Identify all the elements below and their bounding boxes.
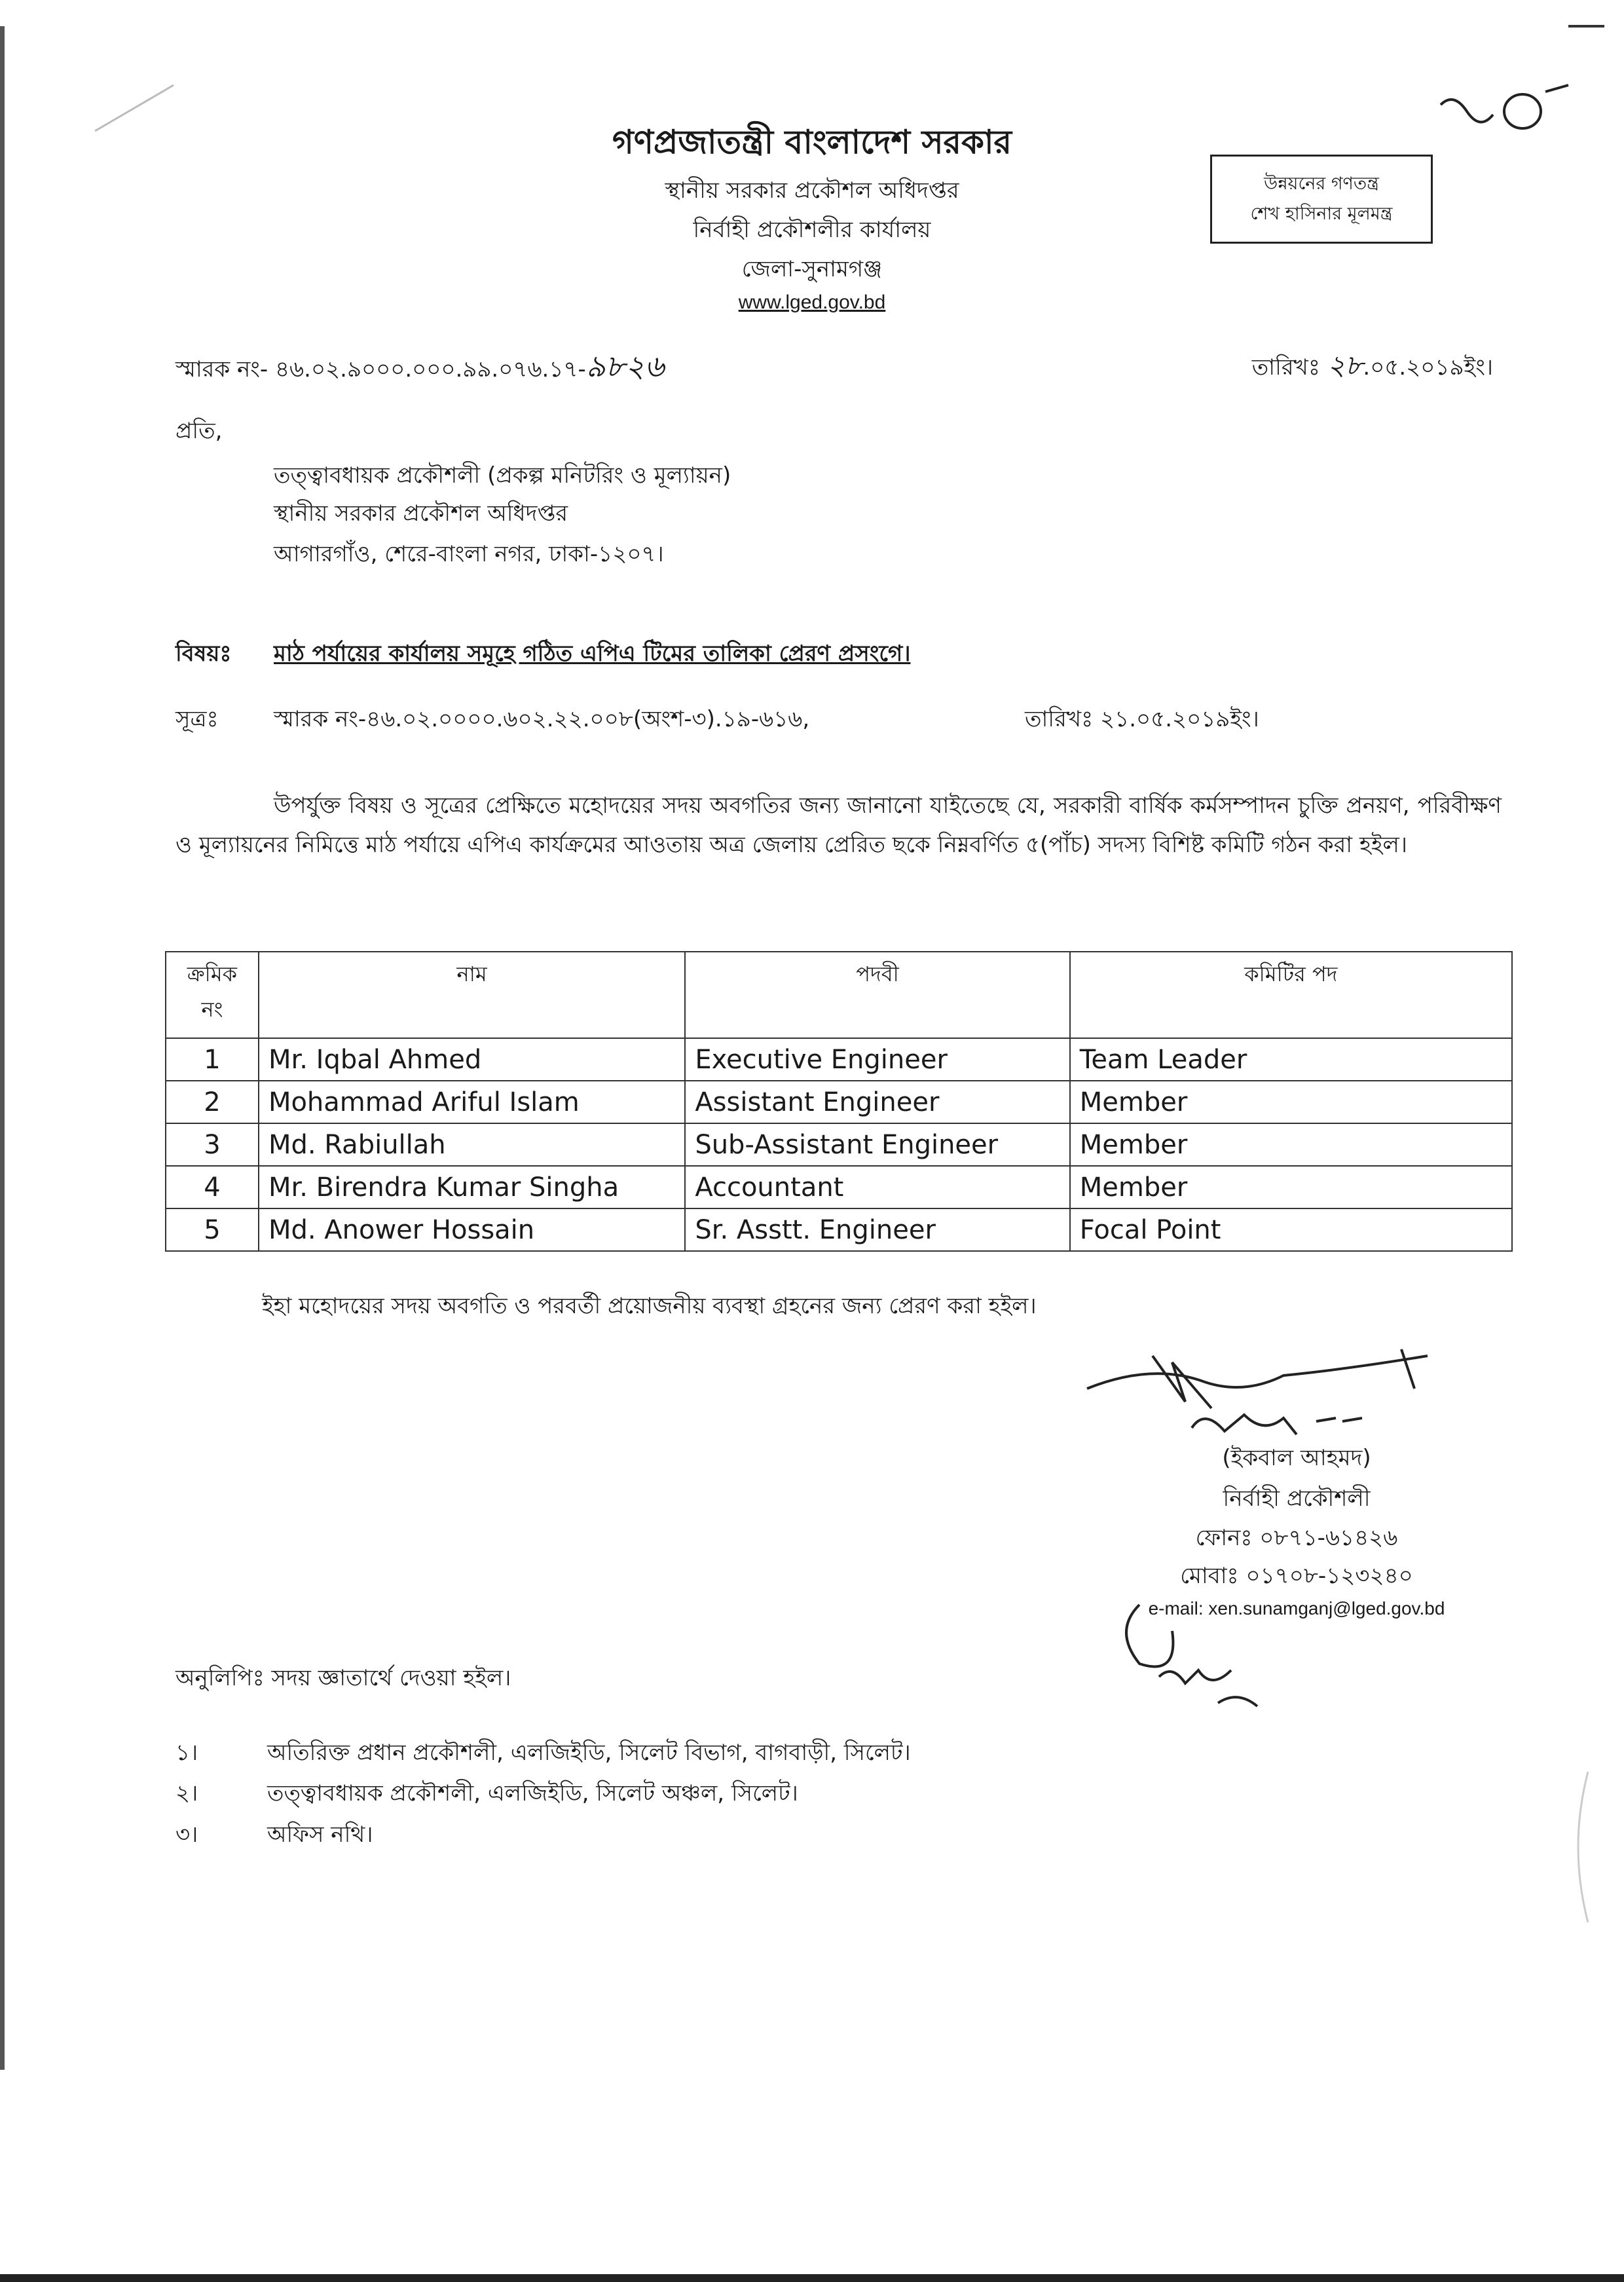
recipient-line-3: আগারগাঁও, শেরে-বাংলা নগর, ঢাকা-১২০৭। [274, 541, 664, 567]
cell-role: Focal Point [1070, 1208, 1512, 1251]
memo-label: স্মারক নং- [175, 356, 275, 383]
cell-role: Member [1070, 1081, 1512, 1123]
reference-label: সূত্রঃ [175, 706, 219, 732]
header-designation: পদবী [685, 952, 1069, 1038]
signatory-mobile: মোবাঃ ০১৭০৮-১২৩২৪০ [1180, 1563, 1413, 1589]
cell-name: Mr. Iqbal Ahmed [259, 1038, 685, 1081]
body-paragraph: উপর্যুক্ত বিষয় ও সূত্রের প্রেক্ষিতে মহোদয়ের সদয় অবগতির জন্য জানানো যাইতেছে যে, সরকারী বার্ষিক কর্মসম্পাদন চুক্তি প্রনয়ণ, পরিবীক্ষণ ও মূল্যায়নের নিমিত্তে মাঠ পর্যায়ে এপিএ কার্যক্রমের আওতায় অত্র জেলায় প্রেরিত ছকে নিম্নবর্ণিত ৫(পাঁচ) সদস্য বিশিষ্ট কমিটি গঠন করা হইল। [175, 793, 1502, 858]
cell-designation: Sr. Asstt. Engineer [685, 1208, 1069, 1251]
handwritten-initial-mark [1100, 1592, 1297, 1723]
subject-label: বিষয়ঃ [175, 641, 232, 667]
cell-role: Member [1070, 1166, 1512, 1208]
committee-table [165, 951, 1513, 1252]
date-rest: .০৫.২০১৯ইং। [1363, 354, 1493, 381]
cell-designation: Assistant Engineer [685, 1081, 1069, 1123]
table-row [166, 1081, 1512, 1123]
signatory-phone: ফোনঃ ০৮৭১-৬১৪২৬ [1195, 1525, 1398, 1551]
table-row [166, 1038, 1512, 1081]
cell-serial: 1 [166, 1038, 259, 1081]
cell-role: Team Leader [1070, 1038, 1512, 1081]
header-name: নাম [259, 952, 685, 1038]
date-label: তারিখঃ [1251, 354, 1327, 381]
subject-text: মাঠ পর্যায়ের কার্যালয় সমূহে গঠিত এপিএ টিমের তালিকা প্রেরণ প্রসংগে। [274, 641, 911, 667]
cell-designation: Accountant [685, 1166, 1069, 1208]
cell-serial: 4 [166, 1166, 259, 1208]
copy-item-number: ২। [175, 1780, 198, 1806]
table-row [166, 1123, 1512, 1166]
cell-name: Mr. Birendra Kumar Singha [259, 1166, 685, 1208]
slogan-line-2: শেখ হাসিনার মূলমন্ত্র [1250, 204, 1393, 224]
table-row [166, 1166, 1512, 1208]
cell-name: Md. Rabiullah [259, 1123, 685, 1166]
reference-text: স্মারক নং-৪৬.০২.০০০০.৬০২.২২.০০৮(অংশ-৩).১৯-৬১৬, [274, 706, 810, 732]
cell-designation: Executive Engineer [685, 1038, 1069, 1081]
government-title: গণপ্রজাতন্ত্রী বাংলাদেশ সরকার [612, 123, 1012, 161]
slogan-line-1: উন্নয়নের গণতন্ত্র [1264, 174, 1379, 194]
reference-date: তারিখঃ ২১.০৫.২০১৯ইং। [1025, 706, 1259, 732]
cell-designation: Sub-Assistant Engineer [685, 1123, 1069, 1166]
copy-item-number: ১। [175, 1740, 198, 1766]
scan-bottom-edge [0, 2274, 1624, 2282]
signatory-name: (ইকবাল আহমদ) [1222, 1445, 1371, 1471]
cell-name: Mohammad Ariful Islam [259, 1081, 685, 1123]
header-serial: ক্রমিক নং [166, 952, 259, 1038]
recipient-to: প্রতি, [175, 418, 223, 444]
header-committee-role: কমিটির পদ [1070, 952, 1512, 1038]
cell-name: Md. Anower Hossain [259, 1208, 685, 1251]
district-name: জেলা-সুনামগঞ্জ [741, 256, 883, 282]
copy-label: অনুলিপিঃ সদয় জ্ঞাতার্থে দেওয়া হইল। [175, 1665, 511, 1691]
table-header-row [166, 952, 1512, 1038]
scan-left-edge [0, 26, 5, 2070]
slogan-box [1210, 155, 1433, 244]
handwritten-page-number [1434, 65, 1578, 144]
cell-serial: 3 [166, 1123, 259, 1166]
department-name: স্থানীয় সরকার প্রকৌশল অধিদপ্তর [665, 178, 959, 204]
date-handwritten-day: ২৮ [1327, 349, 1363, 381]
copy-item-text: অতিরিক্ত প্রধান প্রকৌশলী, এলজিইডি, সিলেট বিভাগ, বাগবাড়ী, সিলেট। [267, 1740, 911, 1766]
signatory-designation: নির্বাহী প্রকৌশলী [1223, 1486, 1371, 1512]
copy-item-text: অফিস নথি। [267, 1822, 373, 1848]
copy-item-text: তত্ত্বাবধায়ক প্রকৌশলী, এলজিইডি, সিলেট অঞ্চল, সিলেট। [267, 1780, 798, 1806]
recipient-line-2: স্থানীয় সরকার প্রকৌশল অধিদপ্তর [274, 500, 568, 527]
memo-number [175, 344, 664, 394]
signatory-email[interactable]: e-mail: xen.sunamganj@lged.gov.bd [1148, 1598, 1445, 1618]
recipient-line-1: তত্ত্বাবধায়ক প্রকৌশলী (প্রকল্প মনিটরিং ও মূল্যায়ন) [274, 462, 731, 489]
website-link[interactable]: www.lged.gov.bd [738, 291, 886, 313]
table-row [166, 1208, 1512, 1251]
closing-line: ইহা মহোদয়ের সদয় অবগতি ও পরবর্তী প্রয়োজনীয় ব্যবস্থা গ্রহনের জন্য প্রেরণ করা হইল। [262, 1293, 1037, 1319]
memo-date [1252, 344, 1493, 390]
cell-serial: 2 [166, 1081, 259, 1123]
office-name: নির্বাহী প্রকৌশলীর কার্যালয় [693, 217, 931, 243]
cell-serial: 5 [166, 1208, 259, 1251]
cell-role: Member [1070, 1123, 1512, 1166]
scan-right-curve [1568, 1768, 1595, 1926]
memo-number-printed: ৪৬.০২.৯০০০.০০০.৯৯.০৭৬.১৭- [274, 356, 586, 383]
scan-top-right-mark [1568, 25, 1604, 28]
copy-item-number: ৩। [175, 1822, 198, 1848]
memo-number-handwritten: ৯৮২৬ [585, 348, 665, 384]
